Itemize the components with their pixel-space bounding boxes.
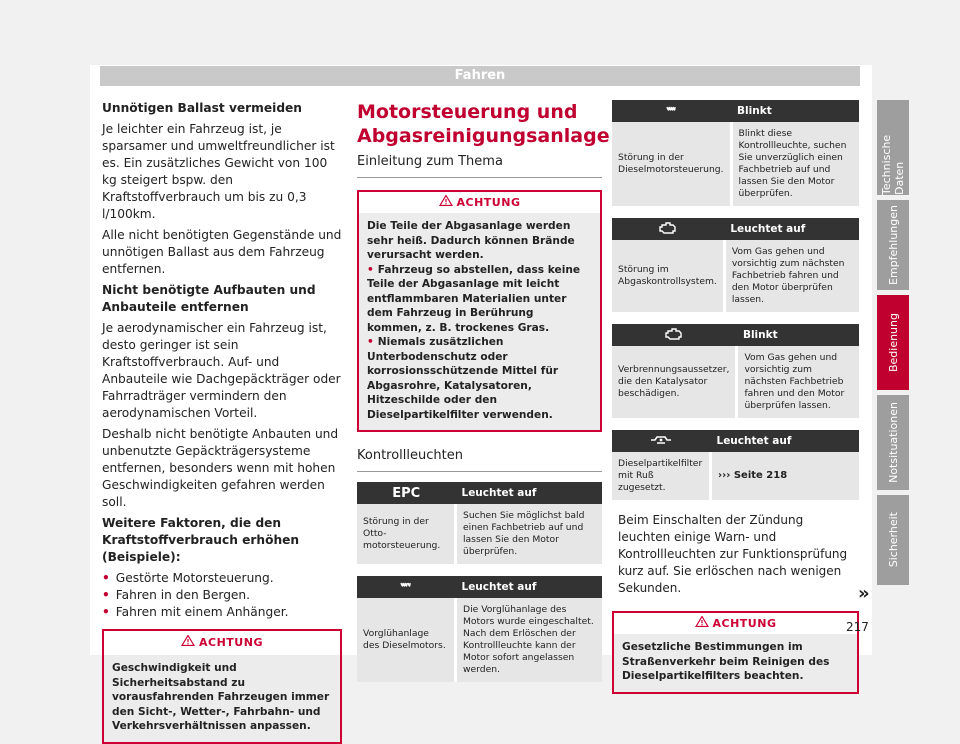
column-left xyxy=(102,100,342,744)
light-table-glow-plug xyxy=(357,576,602,682)
paragraph: Je aerodynamischer ein Fahrzeug ist, desto geringer ist sein Kraftstoffverbrauch. Auf- und Anbauteile wie Dachgepäckträger oder Fahrradträger vermindern den aerodynamischen Vorteil. xyxy=(102,321,341,420)
light-table-epc xyxy=(357,482,602,564)
action-cell: Vom Gas gehen und vorsichtig zum nächsten Fachbetrieb fahren und den Motor überprüfen lassen. xyxy=(737,346,859,418)
warning-triangle-icon xyxy=(181,635,195,646)
warning-box xyxy=(102,629,342,744)
heading-ballast: Unnötigen Ballast vermeiden xyxy=(102,101,302,115)
action-cell: Suchen Sie möglichst bald einen Fachbetrieb auf und lassen Sie den Motor überprüfen. xyxy=(456,504,603,564)
tab-bedienung[interactable] xyxy=(877,295,909,390)
table-header-row xyxy=(612,324,859,346)
tab-notsituationen[interactable] xyxy=(877,395,909,490)
side-tabs xyxy=(877,100,909,590)
paragraph: Deshalb nicht benötigte Anbauten und unbenutzte Gepäckträgersysteme entfernen, besonders wenn mit hohen Geschwindigkeiten gefahren werden soll. xyxy=(102,427,339,509)
list-item: • Fahren in den Bergen. xyxy=(102,587,342,604)
warning-list xyxy=(367,263,592,423)
glow-plug-icon xyxy=(398,581,414,591)
action-cell: Vom Gas gehen und vorsichtig zum nächsten Fachbetrieb fahren und den Motor überprüfen lassen. xyxy=(724,240,859,312)
page-reference-link[interactable]: ››› Seite 218 xyxy=(711,452,860,500)
warning-intro: Die Teile der Abgasanlage werden sehr heiß. Dadurch können Brände verursacht werden. xyxy=(367,220,575,261)
warning-header xyxy=(614,613,857,634)
continue-mark: » xyxy=(858,583,870,604)
status-label: Blinkt xyxy=(737,324,859,346)
light-table-glow-plug-blink xyxy=(612,100,859,206)
warning-triangle-icon xyxy=(695,616,709,627)
table-row xyxy=(612,452,859,500)
light-table-engine xyxy=(612,218,859,312)
warning-item: • Fahrzeug so abstellen, dass keine Teile der Abgasanlage mit leicht entflammbaren Materialien unter dem Fahrzeug in Berührung kommen, z. B. trockenes Gras. xyxy=(367,263,592,336)
heading-faktoren: Weitere Faktoren, die den Kraftstoffverbrauch erhöhen (Beispiele): xyxy=(102,516,300,564)
heading-aufbauten: Nicht benötigte Aufbauten und Anbauteile entfernen xyxy=(102,283,316,314)
warning-header xyxy=(104,631,340,655)
warning-box xyxy=(612,611,859,694)
tab-label: Technische Daten xyxy=(880,134,906,195)
engine-icon xyxy=(659,222,677,234)
table-header-row xyxy=(612,100,859,122)
warning-title: ACHTUNG xyxy=(712,617,777,630)
list-item: • Gestörte Motorsteuerung. xyxy=(102,570,342,587)
lights-heading: Kontrollleuchten xyxy=(357,448,602,472)
tab-label: Bedienung xyxy=(886,312,900,373)
warning-box xyxy=(357,190,602,432)
warning-title: ACHTUNG xyxy=(456,196,521,209)
tab-label: Empfehlungen xyxy=(886,205,900,285)
status-label: Leuchtet auf xyxy=(456,576,603,598)
table-header-row xyxy=(612,430,859,452)
paragraph: Beim Einschalten der Zündung leuchten einige Warn- und Kontrollleuchten zur Funktionsprüfung kurz auf. Sie erlöschen nach wenigen Sekunden. xyxy=(618,513,848,595)
cause-cell: Dieselpartikelfilter mit Ruß zugesetzt. xyxy=(612,452,711,500)
action-cell: Blinkt diese Kontrollleuchte, suchen Sie unverzüglich einen Fachbetrieb auf und lassen Sie den Motor überprüfen. xyxy=(731,122,859,206)
paragraph: Je leichter ein Fahrzeug ist, je sparsamer und umweltfreundlicher ist es. Ein zusätzliches Gewicht von 100 kg steigert bspw. den Kraftstoffverbrauch um bis zu 0,3 l/100km. xyxy=(102,122,335,221)
tab-empfehlungen[interactable] xyxy=(877,200,909,290)
warning-text: Gesetzliche Bestimmungen im Straßenverkehr beim Reinigen des Dieselpartikelfilters beachten. xyxy=(622,641,830,682)
glow-plug-icon xyxy=(664,105,680,115)
column-middle xyxy=(357,100,610,694)
cause-cell: Störung in der Otto-motorsteuerung. xyxy=(357,504,456,564)
table-row xyxy=(612,346,859,418)
tab-label: Notsituationen xyxy=(886,402,900,483)
warning-item: • Niemals zusätzlichen Unterbodenschutz oder korrosionsschützende Mittel für Abgasrohre, Katalysatoren, Hitzeschilde oder den Dieselpartikelfilter verwenden. xyxy=(367,335,592,422)
table-header-row xyxy=(357,482,602,504)
table-row xyxy=(612,240,859,312)
paragraph: Alle nicht benötigten Gegenstände und unnötigen Ballast aus dem Fahrzeug entfernen. xyxy=(102,228,342,276)
tab-sicherheit[interactable] xyxy=(877,495,909,585)
status-label: Blinkt xyxy=(731,100,859,122)
epc-icon: EPC xyxy=(357,482,456,504)
table-row xyxy=(357,598,602,682)
warning-text xyxy=(359,213,600,430)
section-title: Motorsteuerung und Abgasreinigungsanlage xyxy=(357,101,610,147)
page-number: 217 xyxy=(846,620,869,634)
column-right xyxy=(612,100,859,694)
warning-triangle-icon xyxy=(439,195,453,206)
status-label: Leuchtet auf xyxy=(456,482,603,504)
cause-cell: Störung in der Dieselmotorsteuerung. xyxy=(612,122,731,206)
cause-cell: Verbrennungsaussetzer, die den Katalysator beschädigen. xyxy=(612,346,737,418)
action-cell: Die Vorglühanlage des Motors wurde eingeschaltet. Nach dem Erlöschen der Kontrollleuchte kann der Motor sofort angelassen werden. xyxy=(456,598,603,682)
warning-header xyxy=(359,192,600,213)
status-label: Leuchtet auf xyxy=(724,218,859,240)
tab-technische-daten[interactable] xyxy=(877,100,909,195)
warning-text: Geschwindigkeit und Sicherheitsabstand zu vorausfahrenden Fahrzeugen immer den Sicht-, Wetter-, Fahrbahn- und Verkehrsverhältnissen anpassen. xyxy=(112,662,330,732)
light-table-particle-filter xyxy=(612,430,859,500)
cause-cell: Störung im Abgaskontrollsystem. xyxy=(612,240,724,312)
engine-icon xyxy=(665,328,683,340)
table-row xyxy=(612,122,859,206)
table-header-row xyxy=(357,576,602,598)
page-header: Fahren xyxy=(100,66,860,86)
table-header-row xyxy=(612,218,859,240)
tab-label: Sicherheit xyxy=(886,512,900,568)
particle-filter-icon xyxy=(650,435,672,445)
section-subtitle: Einleitung zum Thema xyxy=(357,154,602,178)
factor-list xyxy=(102,570,342,621)
list-item: • Fahren mit einem Anhänger. xyxy=(102,604,342,621)
light-table-engine-blink xyxy=(612,324,859,418)
status-label: Leuchtet auf xyxy=(711,430,860,452)
cause-cell: Vorglühanlage des Dieselmotors. xyxy=(357,598,456,682)
table-row xyxy=(357,504,602,564)
warning-title: ACHTUNG xyxy=(199,636,263,649)
